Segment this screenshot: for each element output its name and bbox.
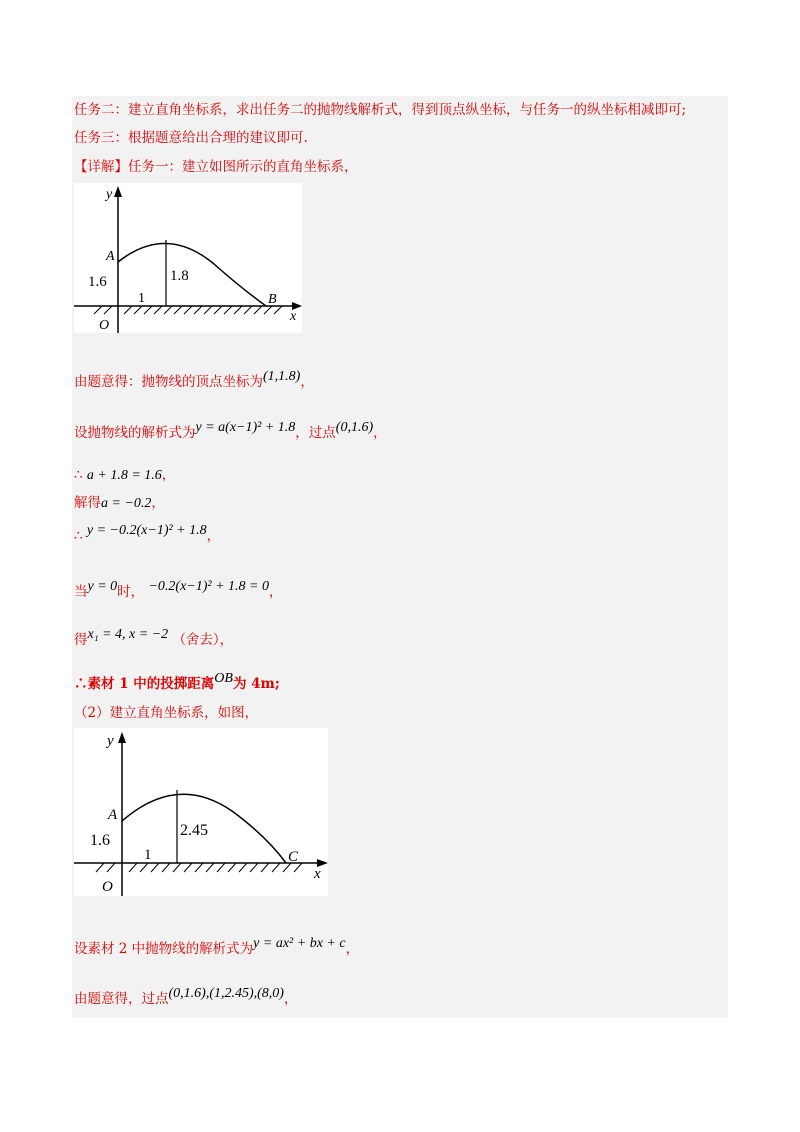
fig1-y-label: y — [106, 187, 113, 202]
fig1-vertex-value: 1.8 — [170, 268, 189, 284]
fig2-x-tick: 1 — [144, 847, 152, 863]
distance-line: ∴素材 1 中的投掷距离OB为 4m; — [74, 671, 280, 692]
fig1-a-value: 1.6 — [88, 274, 107, 290]
fig2-y-label: y — [107, 733, 114, 749]
task3-line: 任务三：根据题意给出合理的建议即可. — [74, 130, 308, 146]
fig1-origin-label: O — [99, 318, 110, 333]
fig2-origin-label: O — [102, 879, 113, 895]
fig2-a-label: A — [108, 807, 118, 823]
fig2-x-label: x — [314, 866, 321, 882]
solve-line: 解得a = −0.2， — [74, 495, 165, 511]
fig1-a-label: A — [106, 249, 115, 264]
pass-line: 由题意得，过点(0,1.6),(1,2.45),(8,0)， — [74, 986, 298, 1007]
therefore2-line: ∴ y = −0.2(x−1)² + 1.8， — [74, 523, 221, 544]
fig1-x-tick: 1 — [138, 291, 145, 306]
fig2-vertex-value: 2.45 — [180, 822, 208, 839]
fig1-b-label: B — [268, 292, 277, 307]
set2-line: 设素材 2 中抛物线的解析式为y = ax² + bx + c， — [74, 936, 360, 957]
task2-line: 任务二：建立直角坐标系，求出任务二的抛物线解析式，得到顶点纵坐标，与任务一的纵坐标相减即可; — [74, 102, 687, 118]
part2-line: （2）建立直角坐标系，如图， — [74, 705, 259, 721]
detail-line: 【详解】任务一：建立如图所示的直角坐标系， — [74, 159, 358, 175]
setup-line: 设抛物线的解析式为y = a(x−1)² + 1.8，过点(0,1.6)， — [74, 420, 387, 441]
fig1-x-label: x — [290, 309, 297, 324]
therefore1-line: ∴ a + 1.8 = 1.6， — [74, 467, 176, 483]
vertex-line: 由题意得：抛物线的顶点坐标为(1,1.8)， — [74, 369, 314, 390]
fig2-c-label: C — [288, 849, 299, 865]
figure-1 — [74, 183, 302, 333]
fig2-a-value: 1.6 — [90, 832, 110, 849]
when-line: 当y = 0时， −0.2(x−1)² + 1.8 = 0， — [74, 579, 283, 600]
get-line: 得x₁ = 4, x = −2 （舍去）， — [74, 627, 234, 648]
figure-2 — [74, 728, 328, 896]
